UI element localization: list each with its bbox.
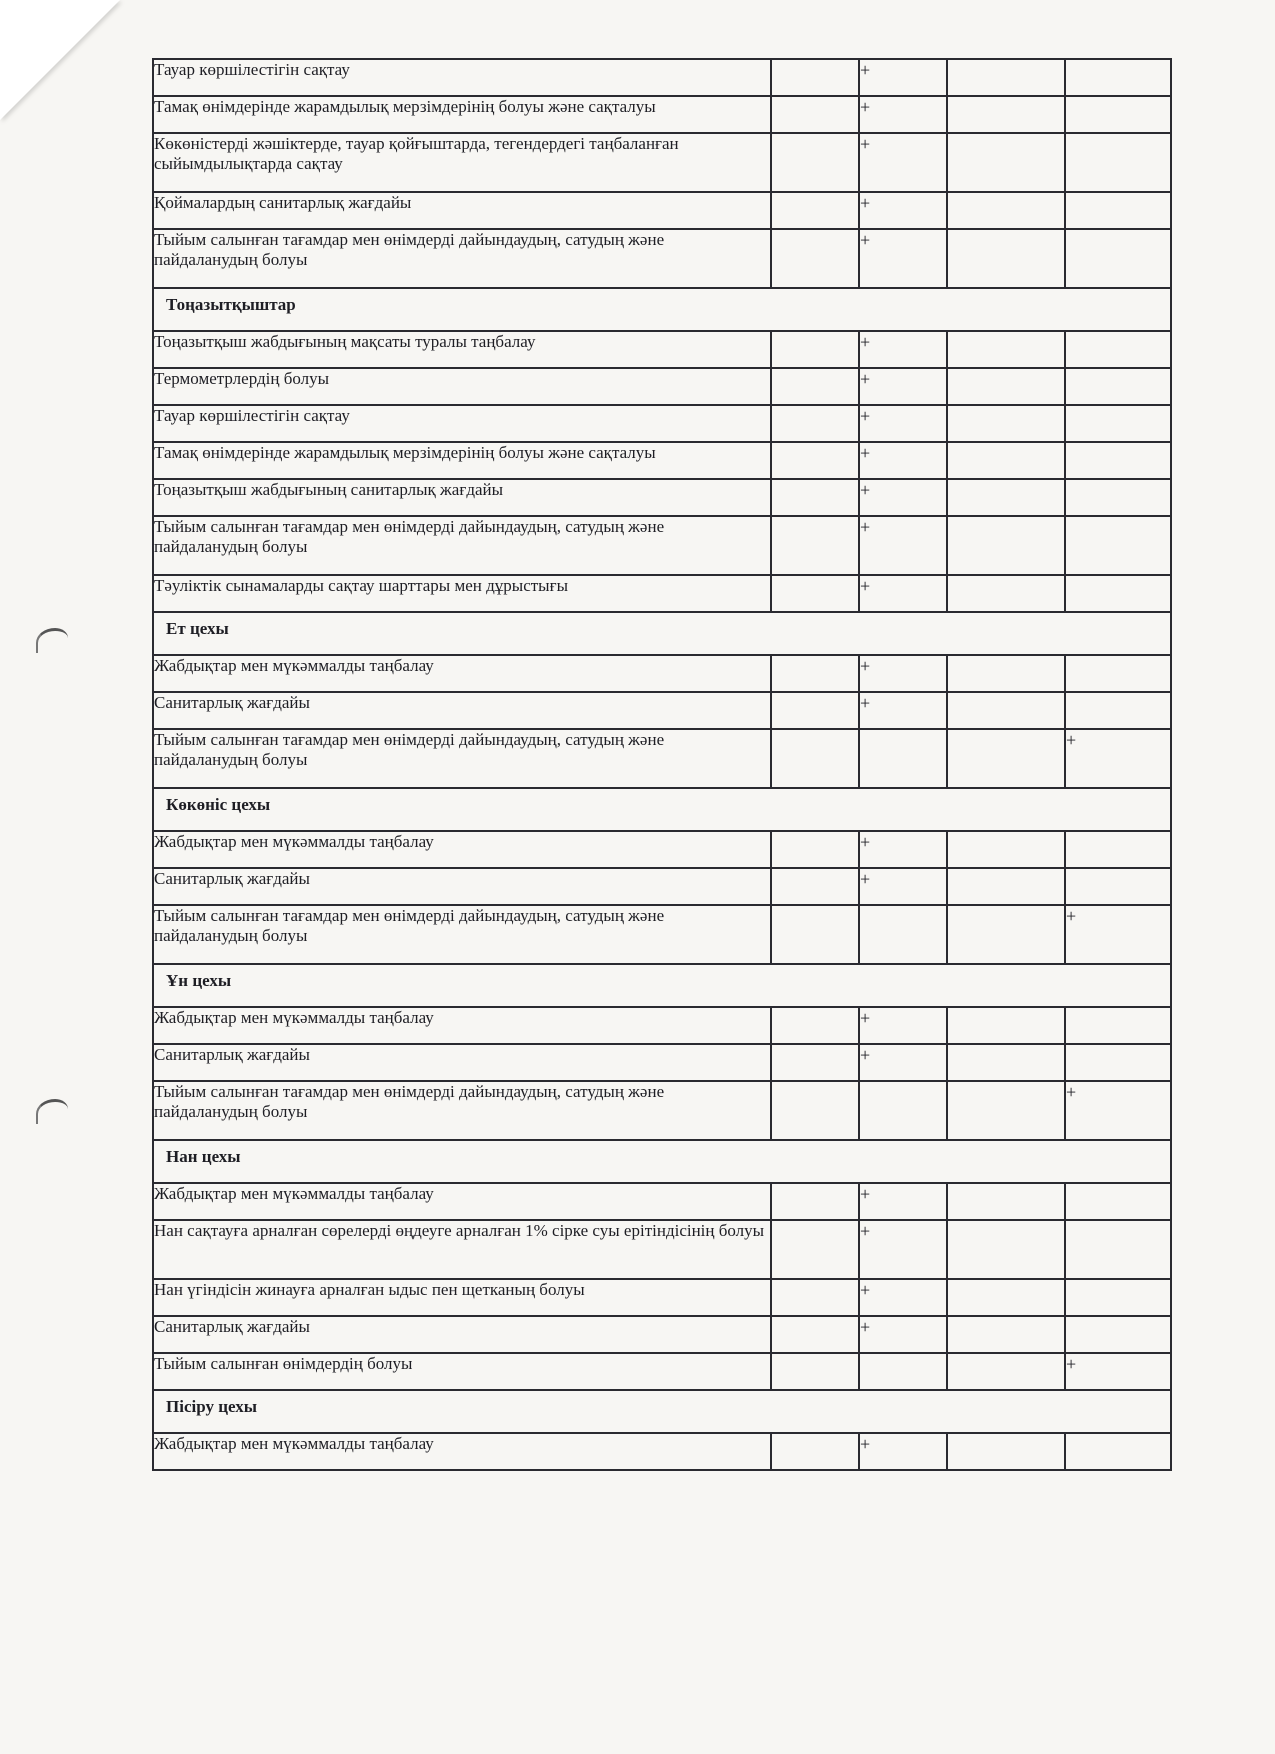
mark-cell-col-1: [771, 1183, 859, 1220]
mark-cell-col-4: [1065, 479, 1171, 516]
mark-cell-col-1: [771, 1044, 859, 1081]
checklist-row: [153, 905, 1171, 964]
mark-cell-col-1: [771, 479, 859, 516]
mark-cell-col-3: [947, 442, 1065, 479]
checklist-row: [153, 442, 1171, 479]
mark-cell-col-2: +: [859, 575, 947, 612]
folded-corner: [0, 0, 120, 120]
checklist-row: [153, 1081, 1171, 1140]
section-title: Ет цехы: [153, 612, 1171, 655]
mark-cell-col-2: +: [859, 192, 947, 229]
requirement-label: Санитарлық жағдайы: [153, 1044, 771, 1081]
mark-cell-col-4: +: [1065, 1081, 1171, 1140]
checklist-row: [153, 1007, 1171, 1044]
mark-cell-col-1: [771, 1316, 859, 1353]
mark-cell-col-1: [771, 96, 859, 133]
section-header-row: [153, 788, 1171, 831]
checklist-row: [153, 655, 1171, 692]
mark-cell-col-4: [1065, 192, 1171, 229]
mark-cell-col-2: +: [859, 1044, 947, 1081]
mark-cell-col-1: [771, 1433, 859, 1470]
checklist-row: [153, 1316, 1171, 1353]
checklist-row: [153, 1044, 1171, 1081]
mark-cell-col-1: [771, 692, 859, 729]
checklist-row: [153, 192, 1171, 229]
requirement-label: Көкөністерді жәшіктерде, тауар қойғыштарда, тегендердегі таңбаланған сыйымдылықтарда сақтау: [153, 133, 771, 192]
mark-cell-col-2: +: [859, 655, 947, 692]
checklist-row: [153, 692, 1171, 729]
mark-cell-col-4: [1065, 868, 1171, 905]
mark-cell-col-1: [771, 442, 859, 479]
checklist-row: [153, 1183, 1171, 1220]
mark-cell-col-3: [947, 1279, 1065, 1316]
requirement-label: Тыйым салынған тағамдар мен өнімдерді дайындаудың, сатудың және пайдаланудың болуы: [153, 729, 771, 788]
checklist-row: [153, 133, 1171, 192]
section-title: Нан цехы: [153, 1140, 1171, 1183]
mark-cell-col-2: +: [859, 405, 947, 442]
checklist-row: [153, 368, 1171, 405]
mark-cell-col-3: [947, 96, 1065, 133]
requirement-label: Тауар көршілестігін сақтау: [153, 405, 771, 442]
mark-cell-col-3: [947, 59, 1065, 96]
mark-cell-col-3: [947, 831, 1065, 868]
mark-cell-col-4: [1065, 59, 1171, 96]
requirement-label: Жабдықтар мен мүкәммалды таңбалау: [153, 1183, 771, 1220]
mark-cell-col-1: [771, 655, 859, 692]
requirement-label: Тыйым салынған тағамдар мен өнімдерді дайындаудың, сатудың және пайдаланудың болуы: [153, 1081, 771, 1140]
mark-cell-col-3: [947, 229, 1065, 288]
mark-cell-col-4: [1065, 575, 1171, 612]
requirement-label: Қоймалардың санитарлық жағдайы: [153, 192, 771, 229]
checklist-row: [153, 229, 1171, 288]
mark-cell-col-2: +: [859, 1316, 947, 1353]
mark-cell-col-3: [947, 331, 1065, 368]
mark-cell-col-2: [859, 1353, 947, 1390]
section-header-row: [153, 1390, 1171, 1433]
checklist-row: [153, 1353, 1171, 1390]
requirement-label: Тамақ өнімдерінде жарамдылық мерзімдерінің болуы және сақталуы: [153, 96, 771, 133]
requirement-label: Жабдықтар мен мүкәммалды таңбалау: [153, 1433, 771, 1470]
inspection-checklist-table: [152, 58, 1172, 1471]
mark-cell-col-1: [771, 331, 859, 368]
checklist-row: [153, 1220, 1171, 1279]
mark-cell-col-2: +: [859, 96, 947, 133]
section-header-row: [153, 964, 1171, 1007]
requirement-label: Санитарлық жағдайы: [153, 692, 771, 729]
requirement-label: Тыйым салынған тағамдар мен өнімдерді дайындаудың, сатудың және пайдаланудың болуы: [153, 516, 771, 575]
mark-cell-col-3: [947, 905, 1065, 964]
mark-cell-col-4: [1065, 442, 1171, 479]
mark-cell-col-1: [771, 133, 859, 192]
mark-cell-col-3: [947, 1007, 1065, 1044]
checklist-row: [153, 729, 1171, 788]
requirement-label: Санитарлық жағдайы: [153, 868, 771, 905]
mark-cell-col-4: [1065, 655, 1171, 692]
checklist-row: [153, 59, 1171, 96]
mark-cell-col-3: [947, 655, 1065, 692]
mark-cell-col-1: [771, 405, 859, 442]
section-header-row: [153, 1140, 1171, 1183]
mark-cell-col-4: [1065, 1044, 1171, 1081]
checklist-row: [153, 516, 1171, 575]
mark-cell-col-2: +: [859, 1183, 947, 1220]
mark-cell-col-4: [1065, 516, 1171, 575]
requirement-label: Тыйым салынған тағамдар мен өнімдерді дайындаудың, сатудың және пайдаланудың болуы: [153, 905, 771, 964]
mark-cell-col-4: [1065, 1220, 1171, 1279]
mark-cell-col-2: +: [859, 368, 947, 405]
mark-cell-col-1: [771, 831, 859, 868]
mark-cell-col-2: +: [859, 133, 947, 192]
checklist-row: [153, 405, 1171, 442]
mark-cell-col-3: [947, 405, 1065, 442]
section-header-row: [153, 612, 1171, 655]
mark-cell-col-2: +: [859, 692, 947, 729]
mark-cell-col-2: +: [859, 1220, 947, 1279]
mark-cell-col-2: +: [859, 1433, 947, 1470]
mark-cell-col-4: [1065, 1279, 1171, 1316]
mark-cell-col-1: [771, 59, 859, 96]
requirement-label: Термометрлердің болуы: [153, 368, 771, 405]
requirement-label: Жабдықтар мен мүкәммалды таңбалау: [153, 655, 771, 692]
mark-cell-col-2: +: [859, 479, 947, 516]
mark-cell-col-3: [947, 368, 1065, 405]
mark-cell-col-4: [1065, 405, 1171, 442]
punch-hole: [36, 1099, 68, 1124]
mark-cell-col-1: [771, 1007, 859, 1044]
mark-cell-col-2: +: [859, 516, 947, 575]
requirement-label: Тәуліктік сынамаларды сақтау шарттары мен дұрыстығы: [153, 575, 771, 612]
mark-cell-col-4: +: [1065, 729, 1171, 788]
mark-cell-col-3: [947, 516, 1065, 575]
mark-cell-col-1: [771, 868, 859, 905]
mark-cell-col-4: [1065, 692, 1171, 729]
mark-cell-col-4: [1065, 1433, 1171, 1470]
mark-cell-col-4: [1065, 831, 1171, 868]
mark-cell-col-1: [771, 905, 859, 964]
mark-cell-col-4: [1065, 1316, 1171, 1353]
mark-cell-col-2: [859, 1081, 947, 1140]
mark-cell-col-4: +: [1065, 1353, 1171, 1390]
mark-cell-col-1: [771, 1279, 859, 1316]
mark-cell-col-2: +: [859, 331, 947, 368]
mark-cell-col-2: +: [859, 868, 947, 905]
mark-cell-col-3: [947, 1183, 1065, 1220]
mark-cell-col-4: [1065, 1183, 1171, 1220]
mark-cell-col-3: [947, 692, 1065, 729]
checklist-row: [153, 479, 1171, 516]
mark-cell-col-4: [1065, 368, 1171, 405]
requirement-label: Санитарлық жағдайы: [153, 1316, 771, 1353]
mark-cell-col-2: [859, 729, 947, 788]
mark-cell-col-4: +: [1065, 905, 1171, 964]
requirement-label: Тауар көршілестігін сақтау: [153, 59, 771, 96]
requirement-label: Тамақ өнімдерінде жарамдылық мерзімдерінің болуы және сақталуы: [153, 442, 771, 479]
mark-cell-col-3: [947, 1044, 1065, 1081]
mark-cell-col-3: [947, 1433, 1065, 1470]
checklist-body: [153, 59, 1171, 1470]
checklist-row: [153, 575, 1171, 612]
mark-cell-col-3: [947, 479, 1065, 516]
section-header-row: [153, 288, 1171, 331]
mark-cell-col-2: +: [859, 442, 947, 479]
mark-cell-col-3: [947, 133, 1065, 192]
mark-cell-col-1: [771, 1353, 859, 1390]
mark-cell-col-3: [947, 192, 1065, 229]
requirement-label: Нан сақтауға арналған сөрелерді өңдеуге арналған 1% сірке суы ерітіндісінің болуы: [153, 1220, 771, 1279]
section-title: Пісіру цехы: [153, 1390, 1171, 1433]
mark-cell-col-1: [771, 1081, 859, 1140]
mark-cell-col-3: [947, 575, 1065, 612]
mark-cell-col-3: [947, 868, 1065, 905]
mark-cell-col-1: [771, 516, 859, 575]
mark-cell-col-2: +: [859, 59, 947, 96]
mark-cell-col-2: +: [859, 229, 947, 288]
mark-cell-col-1: [771, 729, 859, 788]
checklist-row: [153, 1433, 1171, 1470]
punch-hole: [36, 628, 68, 653]
section-title: Көкөніс цехы: [153, 788, 1171, 831]
mark-cell-col-2: +: [859, 1007, 947, 1044]
checklist-row: [153, 96, 1171, 133]
requirement-label: Тыйым салынған өнімдердің болуы: [153, 1353, 771, 1390]
requirement-label: Тоңазытқыш жабдығының санитарлық жағдайы: [153, 479, 771, 516]
mark-cell-col-4: [1065, 229, 1171, 288]
checklist-row: [153, 331, 1171, 368]
section-title: Ұн цехы: [153, 964, 1171, 1007]
mark-cell-col-3: [947, 1353, 1065, 1390]
mark-cell-col-4: [1065, 331, 1171, 368]
mark-cell-col-1: [771, 1220, 859, 1279]
requirement-label: Тыйым салынған тағамдар мен өнімдерді дайындаудың, сатудың және пайдаланудың болуы: [153, 229, 771, 288]
mark-cell-col-2: +: [859, 1279, 947, 1316]
mark-cell-col-4: [1065, 96, 1171, 133]
requirement-label: Нан үгіндісін жинауға арналған ыдыс пен щетканың болуы: [153, 1279, 771, 1316]
requirement-label: Жабдықтар мен мүкәммалды таңбалау: [153, 831, 771, 868]
checklist-row: [153, 1279, 1171, 1316]
checklist-row: [153, 831, 1171, 868]
checklist-row: [153, 868, 1171, 905]
mark-cell-col-1: [771, 192, 859, 229]
section-title: Тоңазытқыштар: [153, 288, 1171, 331]
mark-cell-col-3: [947, 729, 1065, 788]
mark-cell-col-4: [1065, 133, 1171, 192]
mark-cell-col-3: [947, 1081, 1065, 1140]
mark-cell-col-2: +: [859, 831, 947, 868]
mark-cell-col-3: [947, 1316, 1065, 1353]
mark-cell-col-1: [771, 229, 859, 288]
mark-cell-col-1: [771, 368, 859, 405]
mark-cell-col-3: [947, 1220, 1065, 1279]
mark-cell-col-2: [859, 905, 947, 964]
requirement-label: Тоңазытқыш жабдығының мақсаты туралы таңбалау: [153, 331, 771, 368]
requirement-label: Жабдықтар мен мүкәммалды таңбалау: [153, 1007, 771, 1044]
mark-cell-col-1: [771, 575, 859, 612]
mark-cell-col-4: [1065, 1007, 1171, 1044]
